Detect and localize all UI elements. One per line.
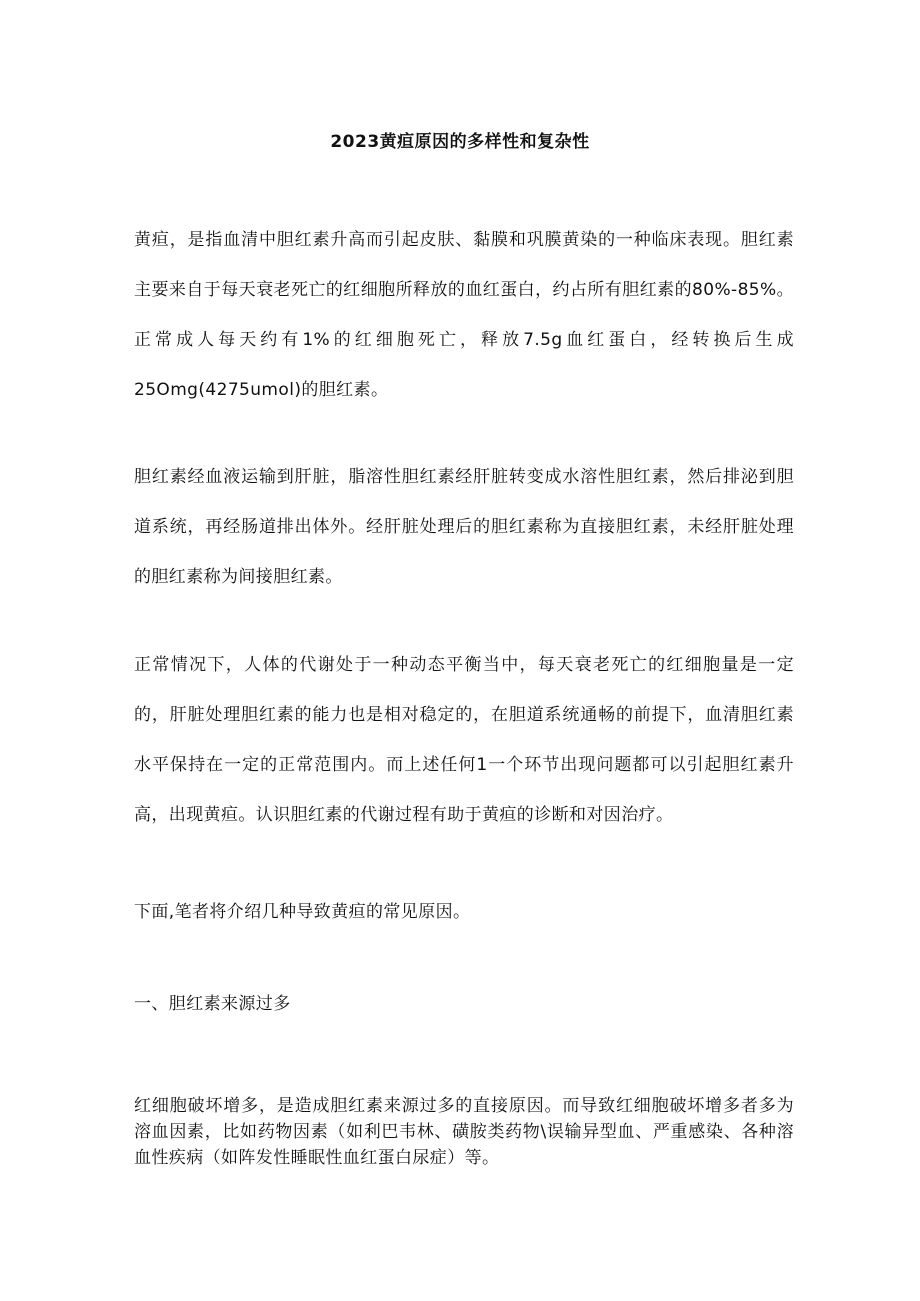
- paragraph-introduction: 下面,笔者将介绍几种导致黄疸的常见原因。: [134, 902, 471, 922]
- paragraph-jaundice-definition: 黄疸，是指血清中胆红素升高而引起皮肤、黏膜和巩膜黄染的一种临床表现。胆红素主要来自于每天衰老死亡的红细胞所释放的血红蛋白，约占所有胆红素的80%-85%。正常成人每天约有1%的红细胞死亡，释放7.5g血红蛋白，经转换后生成25Omg(4275umol)的胆红素。: [134, 230, 794, 400]
- paragraph-bilirubin-transport: 胆红素经血液运输到肝脏，脂溶性胆红素经肝脏转变成水溶性胆红素，然后排泌到胆道系统，再经肠道排出体外。经肝脏处理后的胆红素称为直接胆红素，未经肝脏处理的胆红素称为间接胆红素。: [134, 467, 794, 587]
- paragraph-excess-bilirubin-source: 红细胞破坏增多，是造成胆红素来源过多的直接原因。而导致红细胞破坏增多者多为溶血因素，比如药物因素（如利巴韦林、磺胺类药物\误输异型血、严重感染、各种溶血性疾病（如阵发性睡眠性血红蛋白尿症）等。: [134, 1096, 794, 1168]
- paragraph-metabolic-balance: 正常情况下，人体的代谢处于一种动态平衡当中，每天衰老死亡的红细胞量是一定的，肝脏处理胆红素的能力也是相对稳定的，在胆道系统通畅的前提下，血清胆红素水平保持在一定的正常范围内。而上述任何1一个环节出现问题都可以引起胆红素升高，出现黄疸。认识胆红素的代谢过程有助于黄疸的诊断和对因治疗。: [134, 655, 794, 825]
- document-title: 2023黄疸原因的多样性和复杂性: [330, 132, 590, 152]
- section-heading: 一、胆红素来源过多: [134, 994, 291, 1014]
